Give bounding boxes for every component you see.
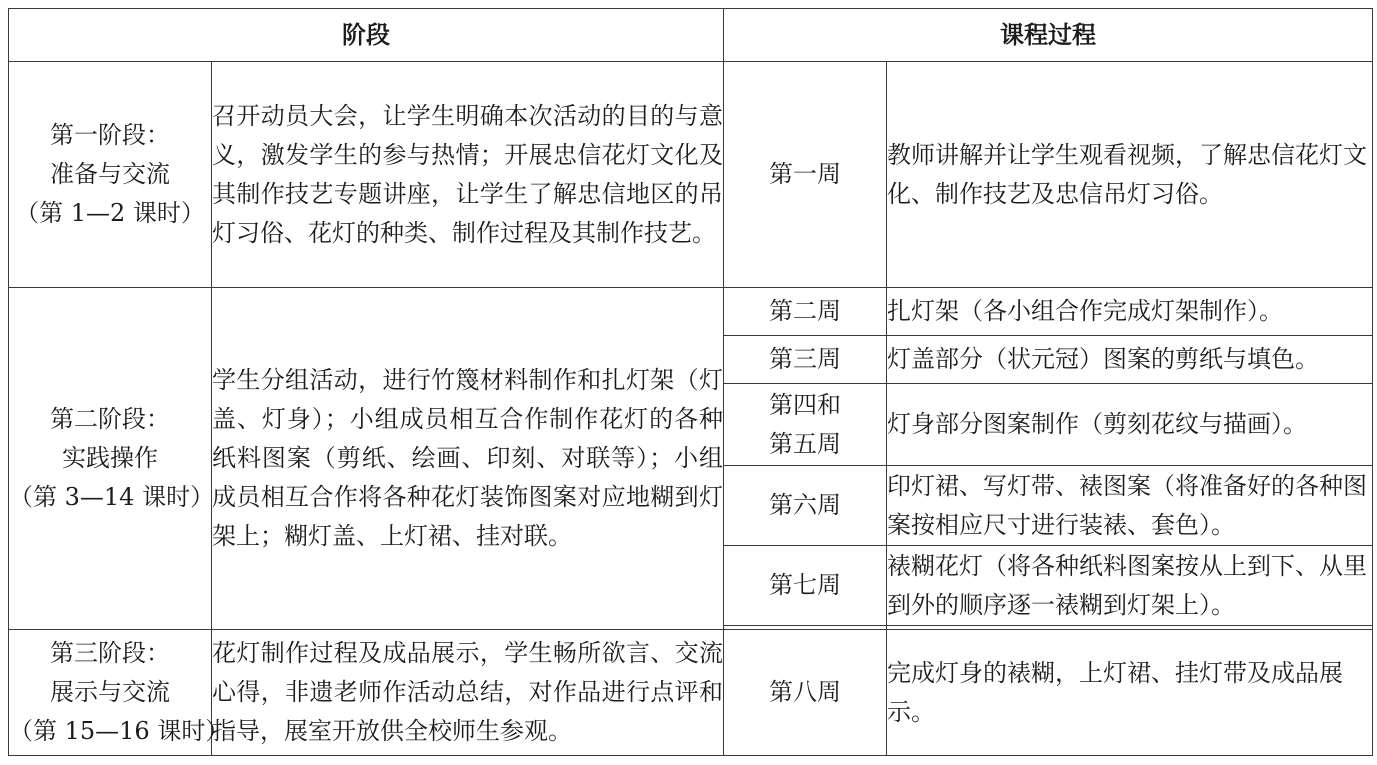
header-process: 课程过程 [724, 9, 1373, 62]
header-stage: 阶段 [9, 9, 724, 62]
week-3-task: 灯盖部分（状元冠）图案的剪纸与填色。 [887, 336, 1373, 384]
week-6-task: 印灯裙、写灯带、裱图案（将准备好的各种图案按相应尺寸进行装裱、套色）。 [887, 466, 1373, 546]
week-2-task: 扎灯架（各小组合作完成灯架制作）。 [887, 288, 1373, 336]
table-row [9, 62, 1373, 288]
stage-1-name: 第一阶段： 准备与交流 （第 1—2 课时） [9, 62, 212, 288]
week-8-task: 完成灯身的裱糊，上灯裙、挂灯带及成品展示。 [887, 630, 1373, 756]
stage-3-name: 第三阶段： 展示与交流 （第 15—16 课时） [9, 630, 212, 756]
course-table [8, 8, 1373, 756]
header-row [9, 9, 1373, 62]
week-4-5-task: 灯身部分图案制作（剪刻花纹与描画）。 [887, 384, 1373, 466]
week-1-label: 第一周 [724, 62, 887, 288]
table-row [9, 288, 1373, 336]
week-6-label: 第六周 [724, 466, 887, 546]
stage-2-description: 学生分组活动，进行竹篾材料制作和扎灯架（灯盖、灯身）；小组成员相互合作制作花灯的各种纸料图案（剪纸、绘画、印刻、对联等）；小组成员相互合作将各种花灯装饰图案对应地糊到灯架上；糊灯盖、上灯裙、挂对联。 [212, 288, 724, 630]
week-7-label: 第七周 [724, 546, 887, 626]
stage-3-description: 花灯制作过程及成品展示，学生畅所欲言、交流心得，非遗老师作活动总结，对作品进行点评和指导，展室开放供全校师生参观。 [212, 630, 724, 756]
week-8-label: 第八周 [724, 630, 887, 756]
stage-2-name: 第二阶段： 实践操作 （第 3—14 课时） [9, 288, 212, 630]
week-4-5-label: 第四和 第五周 [724, 384, 887, 466]
week-1-task: 教师讲解并让学生观看视频，了解忠信花灯文化、制作技艺及忠信吊灯习俗。 [887, 62, 1373, 288]
week-2-label: 第二周 [724, 288, 887, 336]
table-row [9, 630, 1373, 756]
stage-1-description: 召开动员大会，让学生明确本次活动的目的与意义，激发学生的参与热情；开展忠信花灯文化及其制作技艺专题讲座，让学生了解忠信地区的吊灯习俗、花灯的种类、制作过程及其制作技艺。 [212, 62, 724, 288]
week-7-task: 裱糊花灯（将各种纸料图案按从上到下、从里到外的顺序逐一裱糊到灯架上）。 [887, 546, 1373, 626]
week-3-label: 第三周 [724, 336, 887, 384]
